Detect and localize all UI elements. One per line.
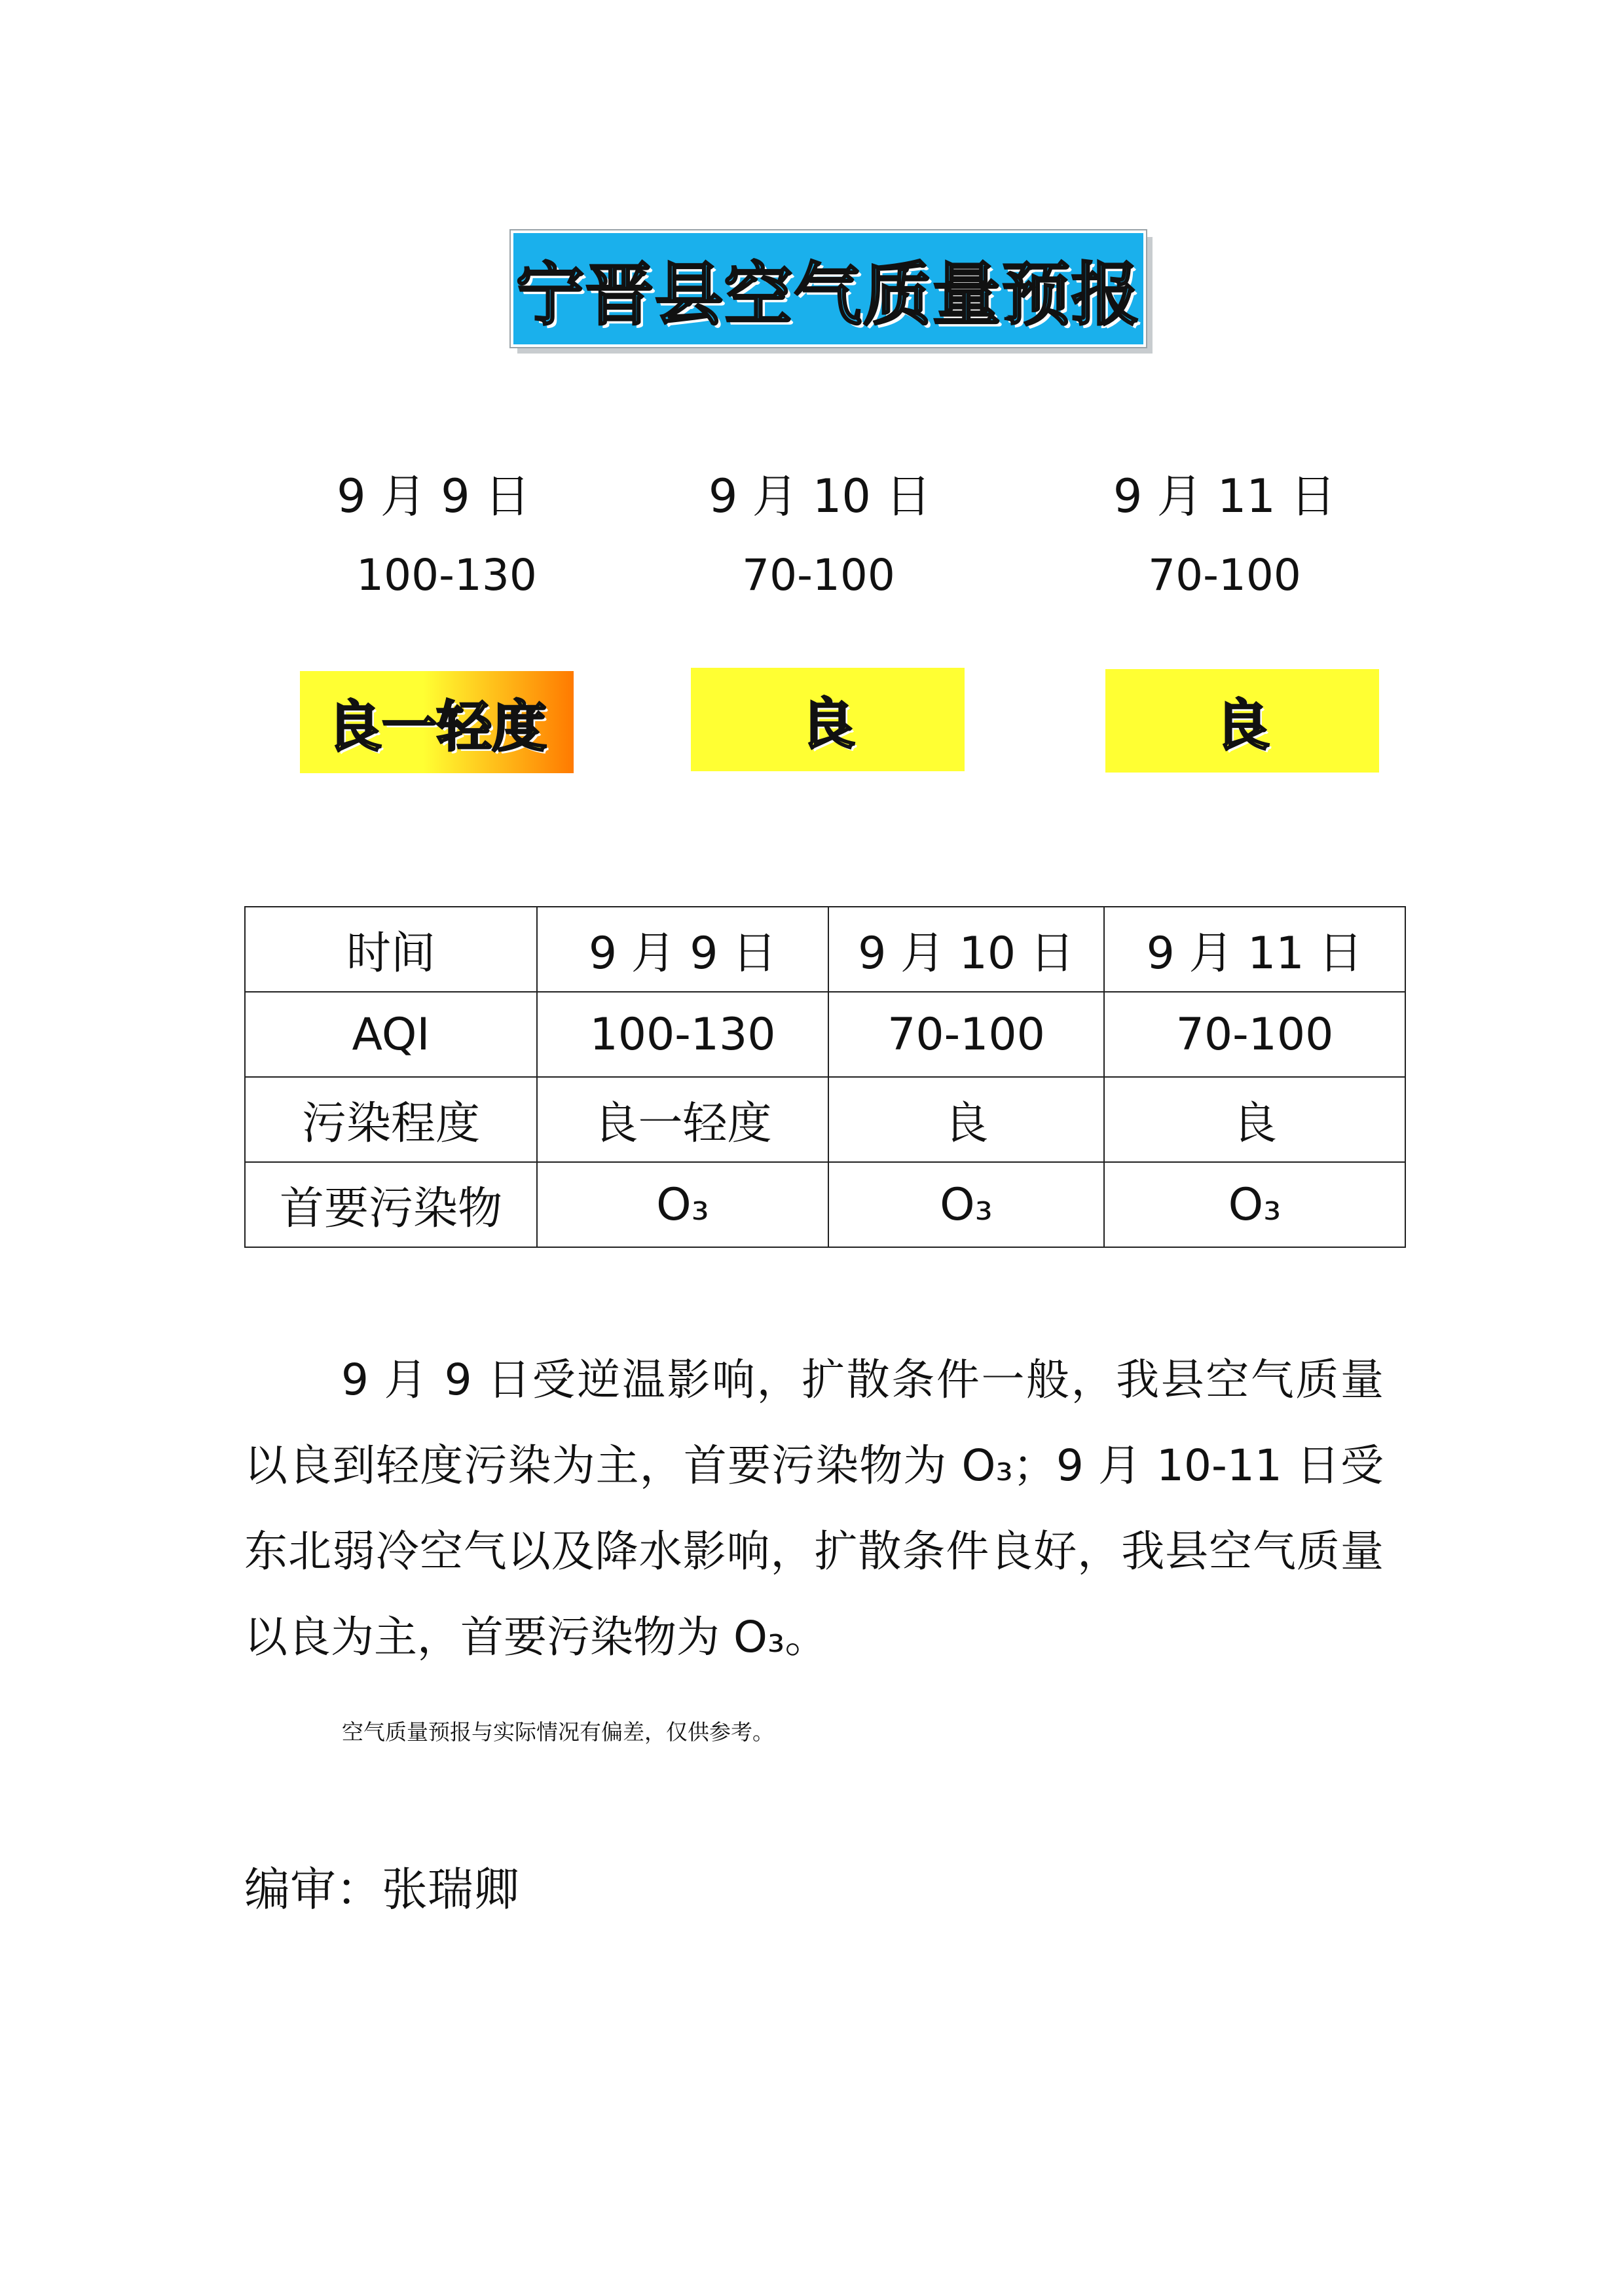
table-header-cell: 9 月 11 日 (1104, 907, 1405, 992)
forecast-aqi-3: 70-100 (1148, 550, 1301, 600)
table-cell: 良一轻度 (537, 1077, 828, 1162)
title-banner (511, 230, 1146, 347)
level-label-2: 良 (800, 691, 855, 756)
table-cell: 良 (828, 1077, 1104, 1162)
level-badge-1 (300, 671, 574, 773)
disclaimer-note: 空气质量预报与实际情况有偏差，仅供参考。 (342, 1719, 774, 1745)
level-badge-3 (1105, 669, 1379, 773)
forecast-aqi-2: 70-100 (742, 550, 895, 600)
table-cell: 70-100 (828, 992, 1104, 1077)
table-cell: O₃ (828, 1162, 1104, 1247)
table-row (245, 992, 1405, 1077)
table-header-cell: 时间 (245, 907, 537, 992)
table-row (245, 907, 1405, 992)
table-row (245, 1077, 1405, 1162)
editor-line: 编审：张瑞卿 (244, 1863, 519, 1916)
table-cell: 良 (1104, 1077, 1405, 1162)
level-label-3: 良 (1214, 693, 1270, 757)
table-cell: O₃ (1104, 1162, 1405, 1247)
table-cell: 100-130 (537, 992, 828, 1077)
table-header-cell: 9 月 10 日 (828, 907, 1104, 992)
forecast-date-2: 9 月 10 日 (708, 469, 932, 523)
table-cell: 首要污染物 (245, 1162, 537, 1247)
table-header-cell: 9 月 9 日 (537, 907, 828, 992)
forecast-paragraph: 9 月 9 日受逆温影响，扩散条件一般，我县空气质量以良到轻度污染为主，首要污染物为 O₃；9 月 10-11 日受东北弱冷空气以及降水影响，扩散条件良好，我县空气质量以良为主，首要污染物为 O₃。 (244, 1355, 1384, 1662)
table-cell: 70-100 (1104, 992, 1405, 1077)
table-cell: AQI (245, 992, 537, 1077)
forecast-date-1: 9 月 9 日 (337, 469, 530, 523)
level-badge-2 (691, 668, 965, 771)
level-label-1: 良一轻度 (326, 694, 547, 759)
forecast-date-3: 9 月 11 日 (1113, 469, 1337, 523)
table-cell: O₃ (537, 1162, 828, 1247)
table-row (245, 1162, 1405, 1247)
forecast-aqi-1: 100-130 (356, 550, 537, 600)
aqi-forecast-table (244, 906, 1406, 1248)
table-cell: 污染程度 (245, 1077, 537, 1162)
page-title: 宁晋县空气质量预报 (515, 255, 1141, 335)
